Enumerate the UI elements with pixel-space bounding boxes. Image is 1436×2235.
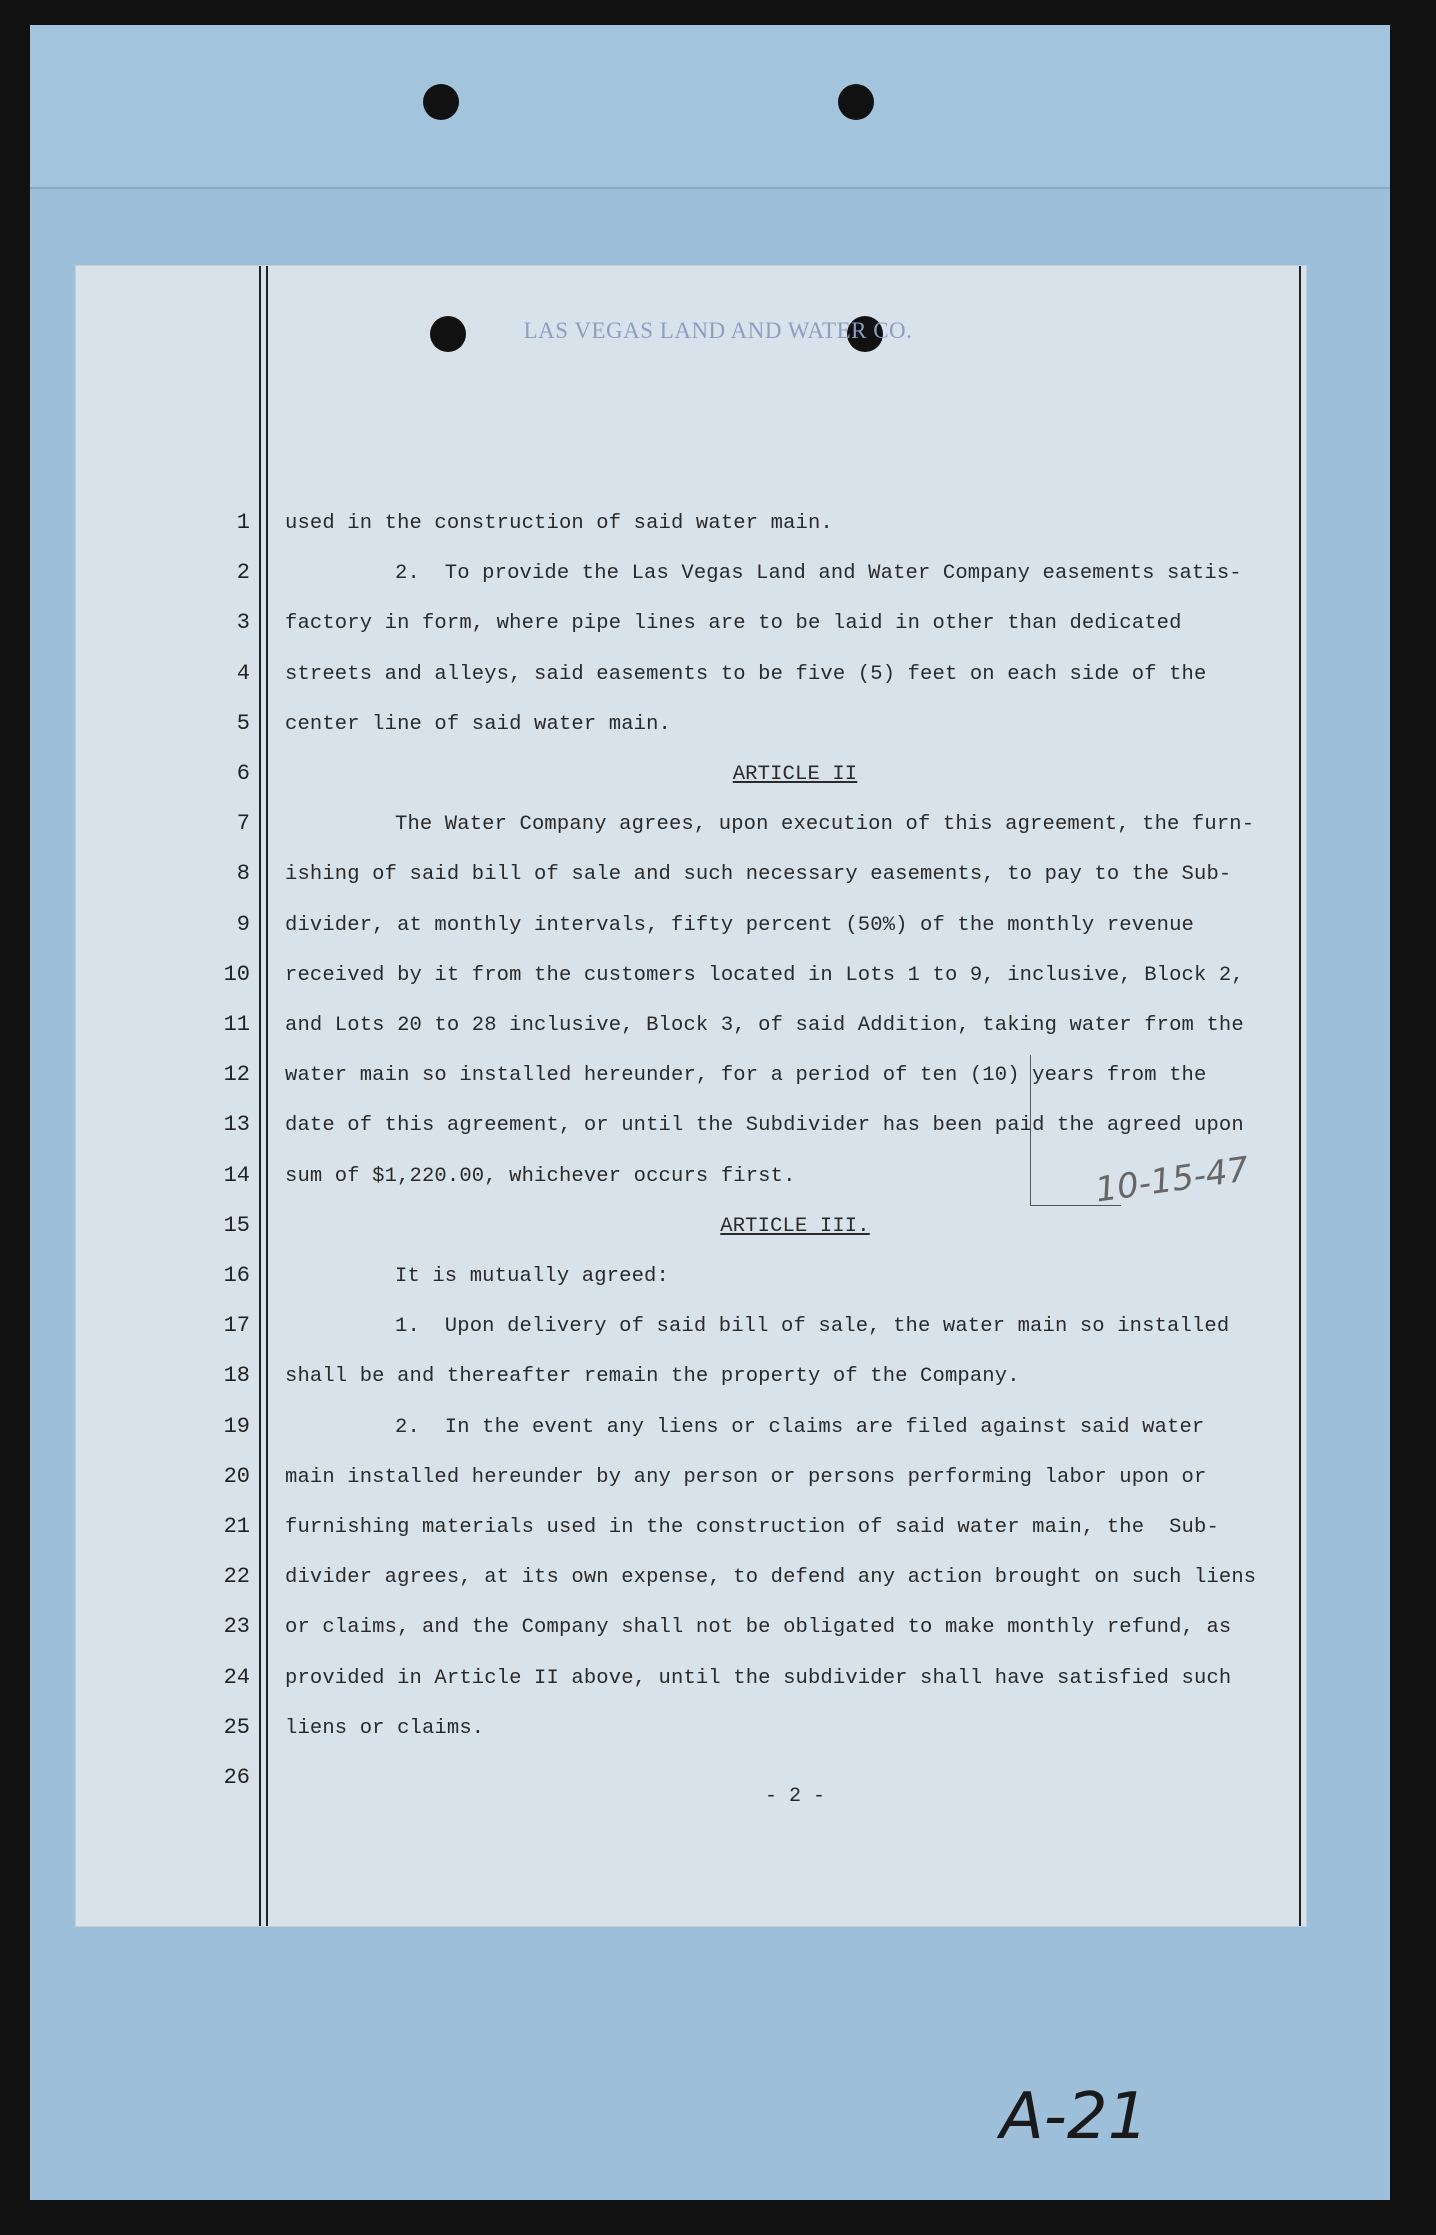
text-line: ishing of said bill of sale and such necessary easements, to pay to the Sub-	[285, 863, 1232, 887]
text-line: The Water Company agrees, upon execution of this agreement, the furn-	[395, 813, 1255, 837]
text-line: 1. Upon delivery of said bill of sale, the water main so installed	[395, 1315, 1230, 1339]
text-line: main installed hereunder by any person or persons performing labor upon or	[285, 1465, 1207, 1489]
margin-rule-left-1	[259, 266, 261, 1926]
text-line: 2. To provide the Las Vegas Land and Water Company easements satis-	[395, 562, 1242, 586]
text-line: date of this agreement, or until the Subdivider has been paid the agreed upon	[285, 1114, 1244, 1138]
line-number: 24	[223, 1664, 250, 1690]
text-line: center line of said water main.	[285, 712, 672, 736]
text-line: received by it from the customers located in Lots 1 to 9, inclusive, Block 2,	[285, 963, 1244, 987]
text-line: furnishing materials used in the construction of said water main, the Sub-	[285, 1516, 1219, 1539]
text-line: shall be and thereafter remain the property of the Company.	[285, 1365, 1020, 1389]
article-heading: ARTICLE II	[732, 763, 858, 786]
line-number: 9	[236, 911, 250, 937]
text-line: water main so installed hereunder, for a period of ten (10) years from the	[285, 1064, 1207, 1088]
handwritten-date-annotation: 10-15-47	[1092, 1149, 1252, 1211]
text-line: 2. In the event any liens or claims are filed against said water	[395, 1415, 1205, 1439]
text-line: divider, at monthly intervals, fifty percent (50%) of the monthly revenue	[285, 913, 1194, 937]
punch-hole-right	[838, 84, 874, 120]
line-number: 22	[223, 1564, 250, 1590]
text-line: and Lots 20 to 28 inclusive, Block 3, of said Addition, taking water from the	[285, 1014, 1244, 1037]
line-number: 21	[223, 1514, 250, 1539]
text-line: liens or claims.	[285, 1716, 485, 1740]
line-number: 26	[223, 1765, 250, 1790]
text-line: divider agrees, at its own expense, to defend any action brought on such liens	[285, 1566, 1257, 1590]
folder-top-flap	[30, 25, 1390, 189]
text-line: provided in Article II above, until the subdivider shall have satisfied such	[285, 1666, 1232, 1690]
text-line: sum of $1,220.00, whichever occurs first.	[285, 1164, 796, 1188]
line-number: 3	[236, 610, 250, 636]
line-number: 4	[236, 660, 250, 686]
line-number: 13	[223, 1112, 250, 1138]
text-line: or claims, and the Company shall not be obligated to make monthly refund, as	[285, 1616, 1232, 1640]
line-number: 11	[223, 1012, 250, 1037]
line-number: 12	[223, 1062, 250, 1088]
margin-rule-left-2	[266, 266, 268, 1926]
folder-stamp: A-21	[1000, 2080, 1149, 2154]
line-number: 6	[236, 761, 250, 786]
letterhead: LAS VEGAS LAND AND WATER CO.	[523, 318, 913, 343]
page-number: - 2 -	[765, 1785, 826, 1808]
line-number: 10	[223, 961, 250, 987]
line-number: 7	[236, 811, 250, 837]
text-line: It is mutually agreed:	[395, 1265, 669, 1288]
article-heading: ARTICLE III.	[720, 1214, 870, 1238]
line-number: 16	[223, 1263, 250, 1288]
line-number: 23	[223, 1614, 250, 1640]
line-number: 5	[236, 710, 250, 736]
margin-rule-right	[1299, 266, 1301, 1926]
text-line: factory in form, where pipe lines are to be laid in other than dedicated	[285, 612, 1182, 636]
line-number: 25	[223, 1714, 250, 1740]
line-number: 19	[223, 1413, 250, 1439]
line-number: 17	[223, 1313, 250, 1339]
punch-hole-left	[423, 84, 459, 120]
line-number: 20	[223, 1463, 250, 1489]
line-number: 15	[223, 1212, 250, 1238]
line-number: 18	[223, 1363, 250, 1389]
line-number: 1	[236, 510, 250, 535]
line-number: 8	[236, 861, 250, 887]
line-number: 14	[223, 1162, 250, 1188]
text-line: streets and alleys, said easements to be five (5) feet on each side of the	[285, 662, 1207, 686]
text-line: used in the construction of said water main.	[285, 512, 833, 535]
line-number: 2	[236, 560, 250, 586]
